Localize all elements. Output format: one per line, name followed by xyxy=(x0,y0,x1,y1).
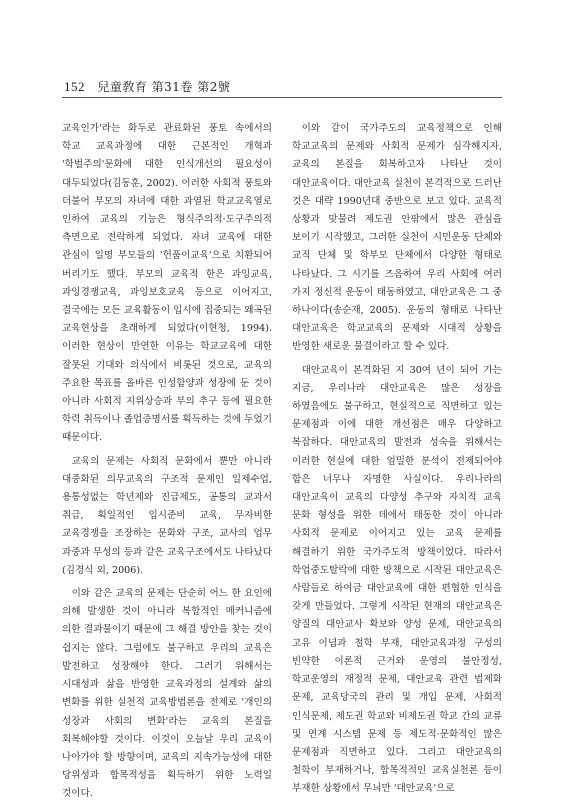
header-rule xyxy=(62,97,502,98)
journal-title: 兒童敎育 第31卷 第2號 xyxy=(97,80,231,94)
running-header xyxy=(64,78,230,95)
paragraph: 이와 같이 국가주도의 교육정책으로 인해 학교교육의 문제와 사회적 문제가 심각해지자, 교육의 본질을 회복하고자 나타난 것이 대안교육이다. 대안교육 실천이 본격적으로 드러난 것은 대략 1990년대 중반으로 보고 있다. 교육적 상황과 맞물려 제도권 안팎에서 많은 관심을 보이기 시작했고, 그러한 실천이 시민운동 단체와 교직 단체 및 학부모 단체에서 다양한 형태로 나타났다. 그 시기를 즈음하여 우리 사회에 여러 가지 정신적 운동이 태동하였고, 대안교육은 그 중 하나이다(송순재, 2005). 운동의 형태로 나타난 대안교육은 학교교육의 문제와 시대적 상황을 반영한 새로운 물결이라고 할 수 있다. xyxy=(292,123,502,353)
paragraph: 이와 같은 교육의 문제는 단순히 어느 한 요인에 의해 발생한 것이 아니라 복합적인 메커니즘에 의한 결과물이기 때문에 그 해결 방안을 찾는 것이 쉽지는 않다. 그럼에도 불구하고 우리의 교육은 발전하고 성장해야 한다. 그러기 위해서는 시대성과 삶을 반영한 교육과정의 설계와 삶의 변화를 위한 실천적 교육방법론을 전제로 '개인의 성장과 사회의 변화'라는 교육의 본질을 회복해야할 것이다. 이것이 오늘날 우리 교육이 나아가야 할 방향이며, 교육의 지속가능성에 대한 당위성과 합목적성을 획득하기 위한 노력일 것이다. xyxy=(62,588,272,800)
paragraph: 교육인가'라는 화두로 관료화된 풍토 속에서의 학교 교육과정에 대한 근본적인 개혁과 '학벌주의'문화에 대한 인식개선의 필요성이 대두되었다(김동훈, 2002). 이러한 사회적 풍토와 더불어 부모의 자녀에 대한 과열된 학교교육열로 인하여 교육의 기능은 형식주의적·도구주의적 측면으로 전락하게 되었다. 자녀 교육에 대한 관심이 일명 부모들의 '헌품이교육'으로 치환되어 버리기도 했다. 부모의 교육적 한은 과잉교육, 과잉경쟁교육, 과잉보호교육 등으로 이어지고, 결국에는 모든 교육활동이 입시에 집중되는 왜곡된 교육현상을 초래하게 되었다(이현청, 1994). 이러한 현상이 만연한 이유는 학교교육에 대한 잘못된 기대와 의식에서 비롯된 것으로, 교육의 주요한 목표를 올바른 인성함양과 성장에 둔 것이 아니라 사회적 지위상승과 부의 추구 등에 필요한 학력 취득이나 졸업증명서를 획득하는 것에 두었기 때문이다. xyxy=(62,123,272,444)
paragraph: 대안교육이 본격화된 지 30여 년이 되어 가는 지금, 우리나라 대안교육은 많은 성장을 하였음에도 불구하고, 현실적으로 직면하고 있는 문제점과 이에 대한 개선점은 매우 다양하고 복잡하다. 대안교육의 발전과 성숙을 위해서는 이러한 현실에 대한 엄밀한 분석이 전제되어야 함은 너무나 자명한 사실이다. 우리나라의 대안교육이 교육의 다양성 추구와 자치적 교육 문화 형성을 위한 데에서 태동한 것이 아니라 사회적 문제로 이어지고 있는 교육 문제를 해결하기 위한 국가주도적 방책이었다. 따라서 학업중도탈락에 대한 방책으로 시작된 대안교육은 사람들로 하여금 대안교육에 대한 편협한 인식을 갖게 만들었다. 그렇게 시작된 현재의 대안교육은 양질의 대안교사 확보와 양성 문제, 대안교육의 고유 이념과 철학 부재, 대안교육과정 구성의 빈약한 이론적 근거와 운영의 불안정성, 학교운영의 재정적 문제, 대안교육 관련 법제화 문제, 교육당국의 관리 및 개입 문제, 사회적 인식문제, 제도권 학교와 비제도권 학교 간의 교류 및 연계 시스템 문제 등 제도적·문화적인 많은 문제점과 직면하고 있다. 그리고 대안교육의 철학이 부재하거나, 합목적적인 교육실천론 등이 부재한 상황에서 무늬만 '대안교육'으로 xyxy=(292,364,502,795)
paragraph: 교육의 문제는 사회적 문화에서 뿐만 아니라 대중화된 의무교육의 구조적 문제인 일제수업, 용통성없는 학년제와 진급제도, 공통의 교과서 취급, 획일적인 입시준비 교육, 무자비한 교육경쟁을 조장하는 문화와 구조, 교사의 업무 과중과 무성의 등과 같은 교육구조에서도 나타났다(김경식 외, 2006). xyxy=(62,455,272,576)
right-column xyxy=(292,120,502,804)
page-number: 152 xyxy=(64,79,85,94)
left-column xyxy=(62,120,272,809)
